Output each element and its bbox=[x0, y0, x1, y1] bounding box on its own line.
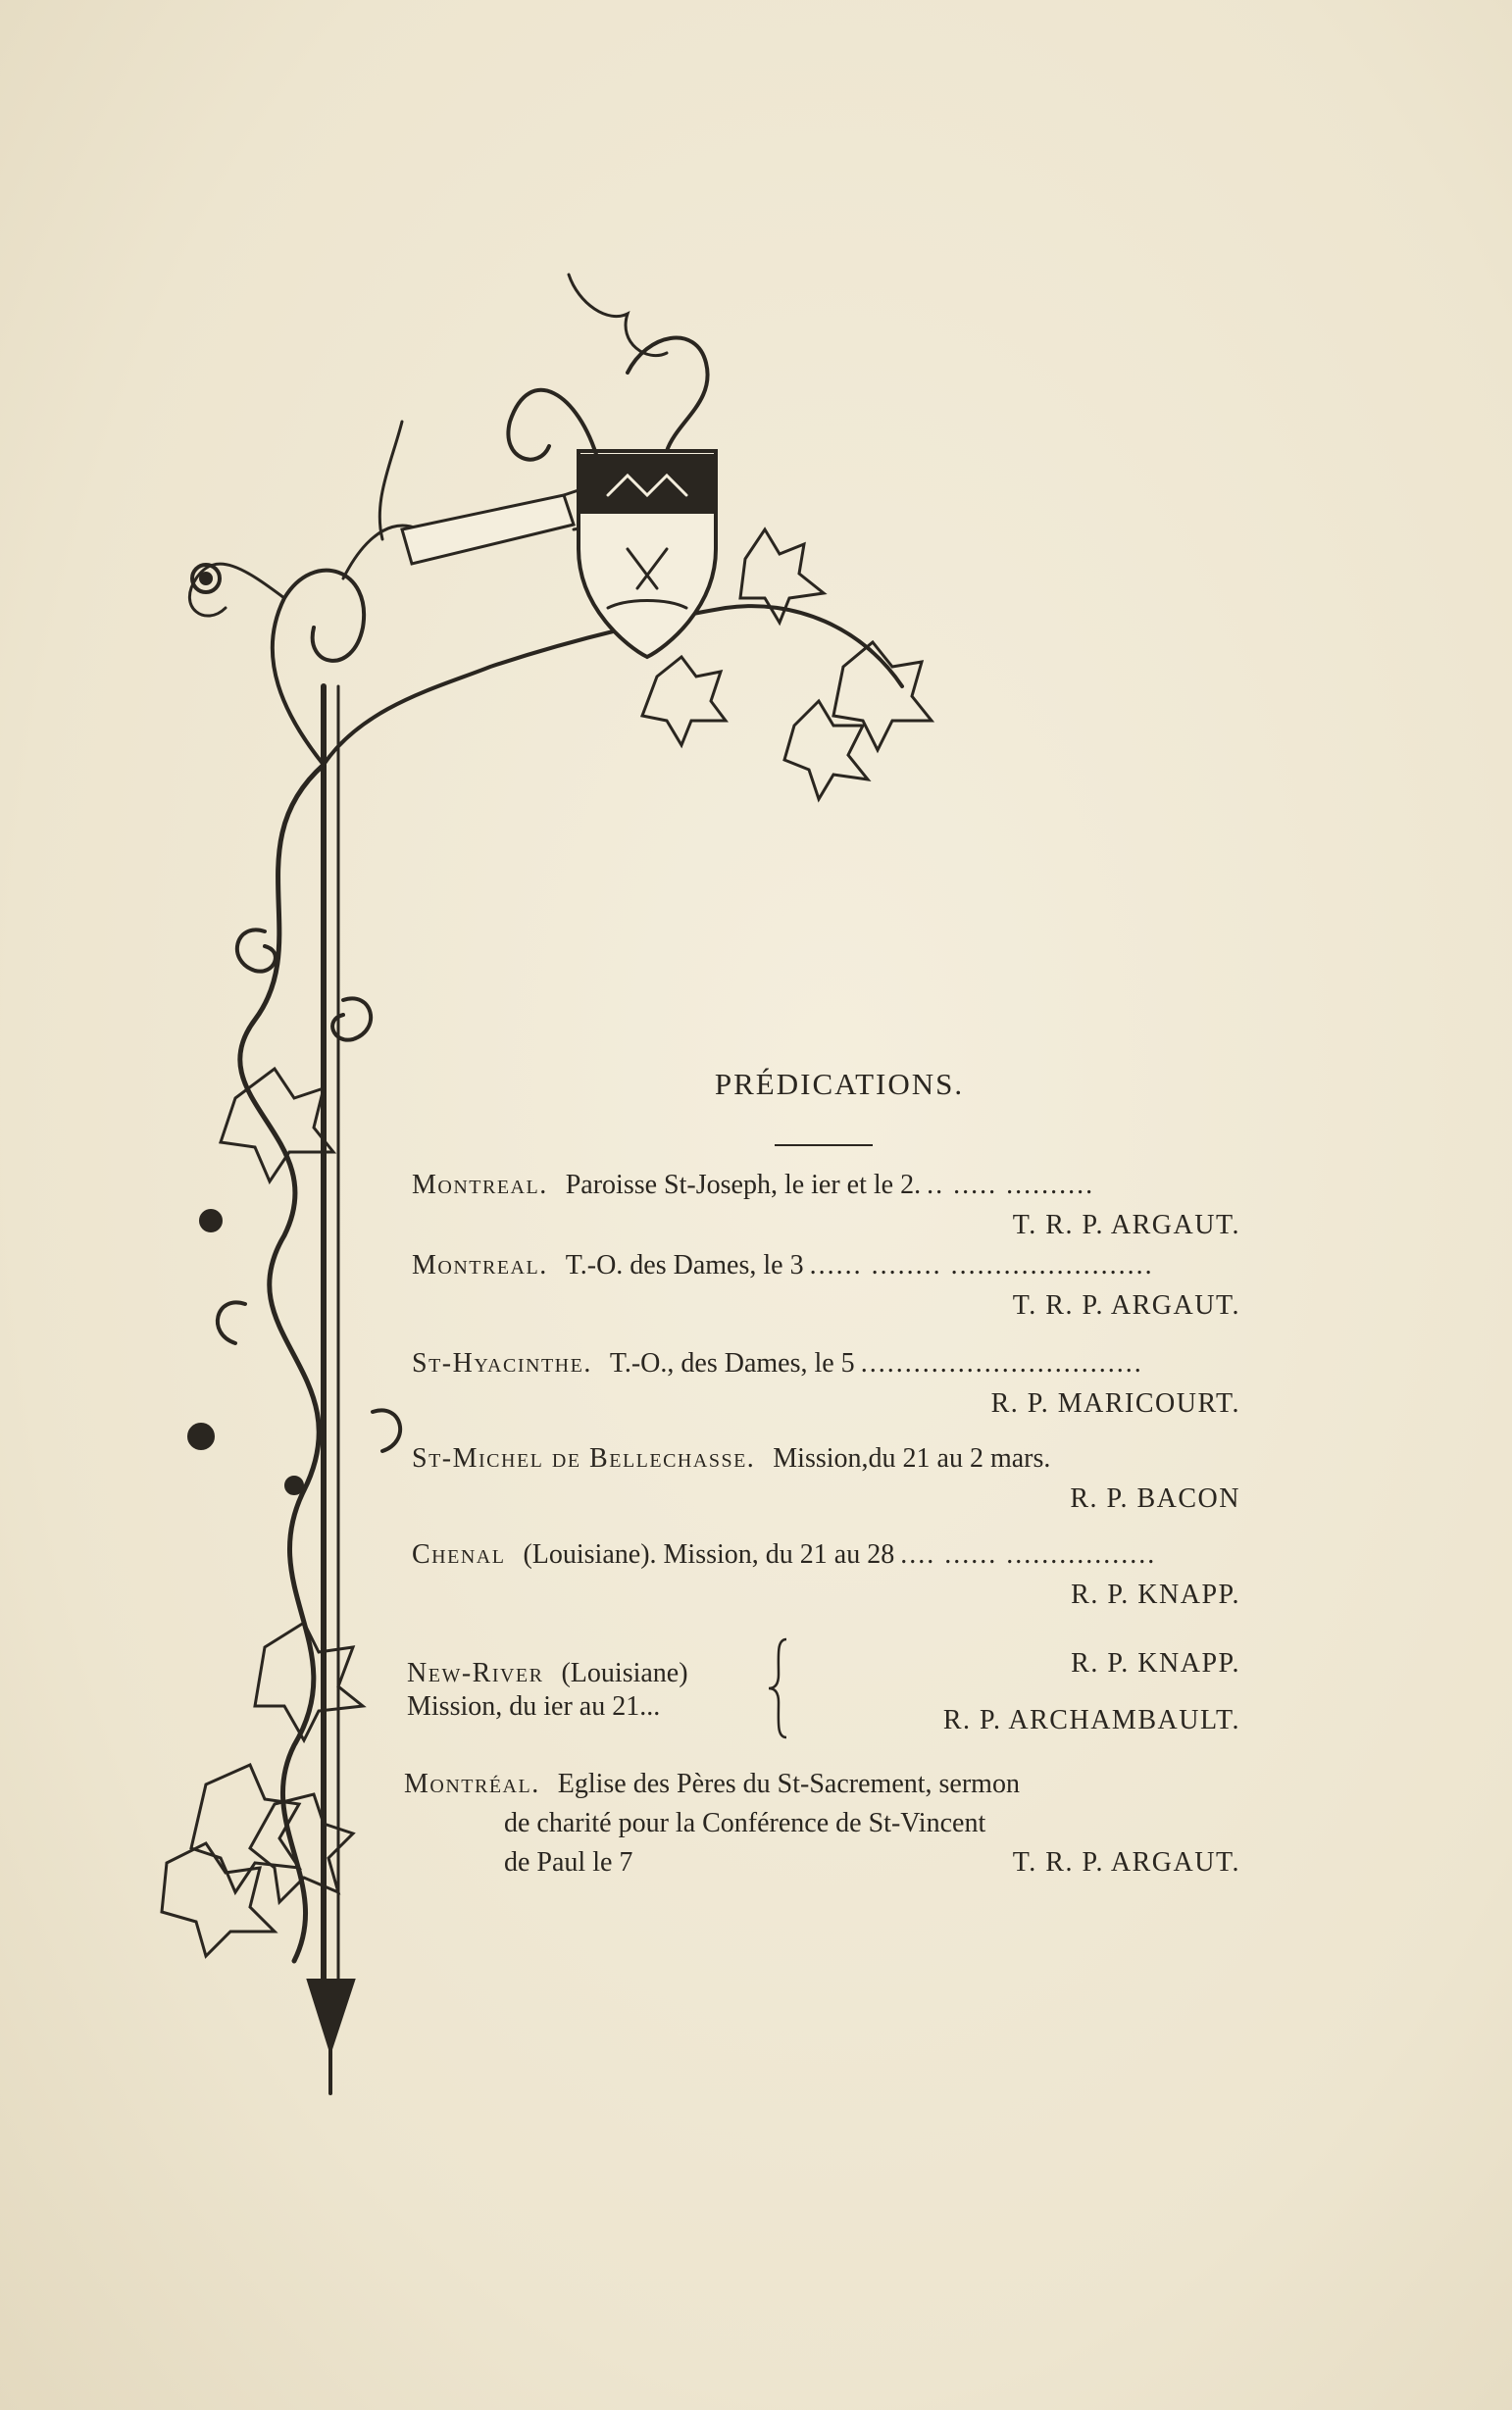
list-item bbox=[412, 1165, 1240, 1245]
entry-description-line: de Paul le 7 bbox=[504, 1847, 633, 1878]
entry-place: Montreal. bbox=[412, 1250, 548, 1280]
entry-place: Chenal bbox=[412, 1539, 506, 1570]
entry-leader-dots: ................................ bbox=[860, 1348, 1143, 1379]
page-title: PRÉDICATIONS. bbox=[714, 1067, 965, 1101]
entry-description: Mission,du 21 au 2 mars. bbox=[773, 1443, 1051, 1474]
entry-place: Montreal. bbox=[412, 1170, 548, 1200]
list-item bbox=[412, 1343, 1240, 1424]
entry-place: St-Michel de Bellechasse. bbox=[412, 1443, 756, 1474]
entry-preacher: R. P. KNAPP. bbox=[1071, 1580, 1240, 1610]
entry-place: St-Hyacinthe. bbox=[412, 1348, 592, 1379]
entry-description: (Louisiane). Mission, du 21 au 28 bbox=[523, 1539, 895, 1570]
entry-preacher: R. P. BACON bbox=[1070, 1483, 1240, 1514]
list-item bbox=[412, 1438, 1240, 1519]
entry-preacher: T. R. P. ARGAUT. bbox=[1012, 1290, 1240, 1321]
entry-description: Eglise des Pères du St-Sacrement, sermon bbox=[557, 1769, 1020, 1799]
entry-place: Montréal. bbox=[404, 1769, 540, 1799]
entry-leader-dots: .. ..... .......... bbox=[927, 1170, 1095, 1200]
entry-preacher: R. P. MARICOURT. bbox=[990, 1388, 1240, 1419]
list-item bbox=[404, 1765, 1240, 1883]
entry-leader-dots: ...... ........ ....................... bbox=[809, 1250, 1154, 1280]
entry-description: Mission, du ier au 21... bbox=[407, 1691, 661, 1722]
entry-preacher: T. R. P. ARGAUT. bbox=[1012, 1847, 1240, 1878]
entry-description: T.-O. des Dames, le 3 bbox=[565, 1250, 804, 1280]
entry-description-line: de charité pour la Conférence de St-Vincent bbox=[504, 1808, 986, 1838]
entry-preacher: R. P. ARCHAMBAULT. bbox=[942, 1705, 1240, 1735]
title-rule bbox=[775, 1144, 873, 1146]
entry-description: T.-O., des Dames, le 5 bbox=[609, 1348, 855, 1379]
list-item bbox=[407, 1635, 1240, 1743]
list-item bbox=[412, 1245, 1240, 1326]
entry-leader-dots: .... ...... ................. bbox=[900, 1539, 1157, 1570]
entry-preacher: R. P. KNAPP. bbox=[1071, 1648, 1240, 1679]
entry-preacher: T. R. P. ARGAUT. bbox=[1012, 1210, 1240, 1240]
curly-brace-icon bbox=[765, 1635, 792, 1741]
entry-place-detail: (Louisiane) bbox=[561, 1658, 688, 1688]
list-item bbox=[412, 1534, 1240, 1615]
entry-description: Paroisse St-Joseph, le ier et le 2. bbox=[565, 1170, 922, 1200]
entry-place: New-River bbox=[407, 1658, 544, 1688]
